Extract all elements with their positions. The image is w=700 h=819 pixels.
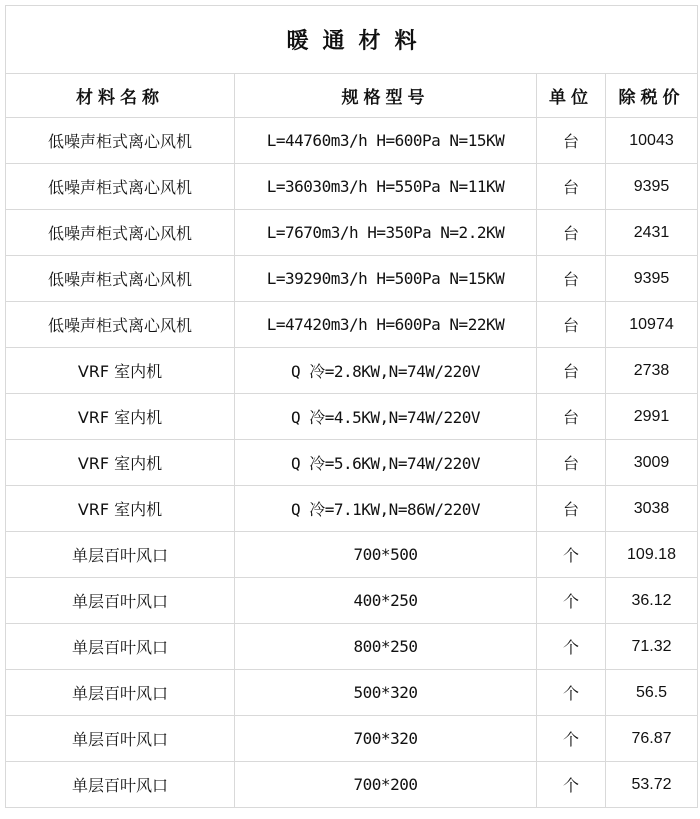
table-row [6,118,698,164]
table-row [6,624,698,670]
table-title-text: 暖通材料 [286,29,431,54]
cell-price: 36.12 [606,578,698,624]
title-row [6,6,698,74]
cell-unit: 台 [537,394,606,440]
cell-name: 低噪声柜式离心风机 [6,164,235,210]
table-row [6,256,698,302]
table-row [6,394,698,440]
cell-unit: 个 [537,532,606,578]
cell-spec: Q 冷=2.8KW,N=74W/220V [235,348,537,394]
table-row [6,716,698,762]
cell-name: 单层百叶风口 [6,716,235,762]
cell-spec: L=39290m3/h H=500Pa N=15KW [235,256,537,302]
cell-price: 9395 [606,256,698,302]
table-row [6,486,698,532]
cell-unit: 台 [537,348,606,394]
table-row [6,670,698,716]
cell-spec: 700*200 [235,762,537,808]
cell-name: 低噪声柜式离心风机 [6,302,235,348]
cell-price: 56.5 [606,670,698,716]
cell-price: 3009 [606,440,698,486]
table-row [6,348,698,394]
cell-unit: 台 [537,164,606,210]
cell-price: 76.87 [606,716,698,762]
cell-unit: 台 [537,486,606,532]
cell-name: 低噪声柜式离心风机 [6,118,235,164]
column-header-unit: 单位 [537,74,606,118]
cell-name: 低噪声柜式离心风机 [6,256,235,302]
cell-name: 单层百叶风口 [6,578,235,624]
cell-spec: L=47420m3/h H=600Pa N=22KW [235,302,537,348]
cell-price: 2431 [606,210,698,256]
cell-unit: 个 [537,716,606,762]
cell-unit: 台 [537,118,606,164]
cell-name: 单层百叶风口 [6,624,235,670]
cell-name: 单层百叶风口 [6,532,235,578]
cell-spec: 800*250 [235,624,537,670]
table-title [6,6,698,74]
cell-price: 71.32 [606,624,698,670]
cell-price: 2991 [606,394,698,440]
cell-unit: 个 [537,578,606,624]
cell-spec: 500*320 [235,670,537,716]
table-row [6,440,698,486]
cell-price: 53.72 [606,762,698,808]
cell-spec: L=7670m3/h H=350Pa N=2.2KW [235,210,537,256]
cell-spec: L=44760m3/h H=600Pa N=15KW [235,118,537,164]
cell-unit: 台 [537,256,606,302]
cell-spec: Q 冷=5.6KW,N=74W/220V [235,440,537,486]
cell-unit: 台 [537,210,606,256]
cell-unit: 台 [537,440,606,486]
cell-spec: 700*320 [235,716,537,762]
cell-spec: L=36030m3/h H=550Pa N=11KW [235,164,537,210]
cell-name: 低噪声柜式离心风机 [6,210,235,256]
cell-price: 109.18 [606,532,698,578]
cell-name: VRF 室内机 [6,486,235,532]
cell-unit: 个 [537,624,606,670]
cell-unit: 个 [537,762,606,808]
table-row [6,210,698,256]
column-header-row [6,74,698,118]
cell-price: 2738 [606,348,698,394]
table-row [6,164,698,210]
cell-name: 单层百叶风口 [6,762,235,808]
table-row [6,532,698,578]
cell-spec: Q 冷=4.5KW,N=74W/220V [235,394,537,440]
cell-price: 9395 [606,164,698,210]
cell-spec: 700*500 [235,532,537,578]
table-row [6,578,698,624]
column-header-name: 材料名称 [6,74,235,118]
cell-name: VRF 室内机 [6,440,235,486]
cell-price: 10043 [606,118,698,164]
hvac-materials-table [5,5,698,808]
table-row [6,302,698,348]
column-header-spec: 规格型号 [235,74,537,118]
cell-name: VRF 室内机 [6,394,235,440]
cell-price: 10974 [606,302,698,348]
cell-spec: Q 冷=7.1KW,N=86W/220V [235,486,537,532]
cell-unit: 个 [537,670,606,716]
cell-name: 单层百叶风口 [6,670,235,716]
cell-name: VRF 室内机 [6,348,235,394]
cell-unit: 台 [537,302,606,348]
cell-spec: 400*250 [235,578,537,624]
cell-price: 3038 [606,486,698,532]
table-row [6,762,698,808]
column-header-price: 除税价 [606,74,698,118]
